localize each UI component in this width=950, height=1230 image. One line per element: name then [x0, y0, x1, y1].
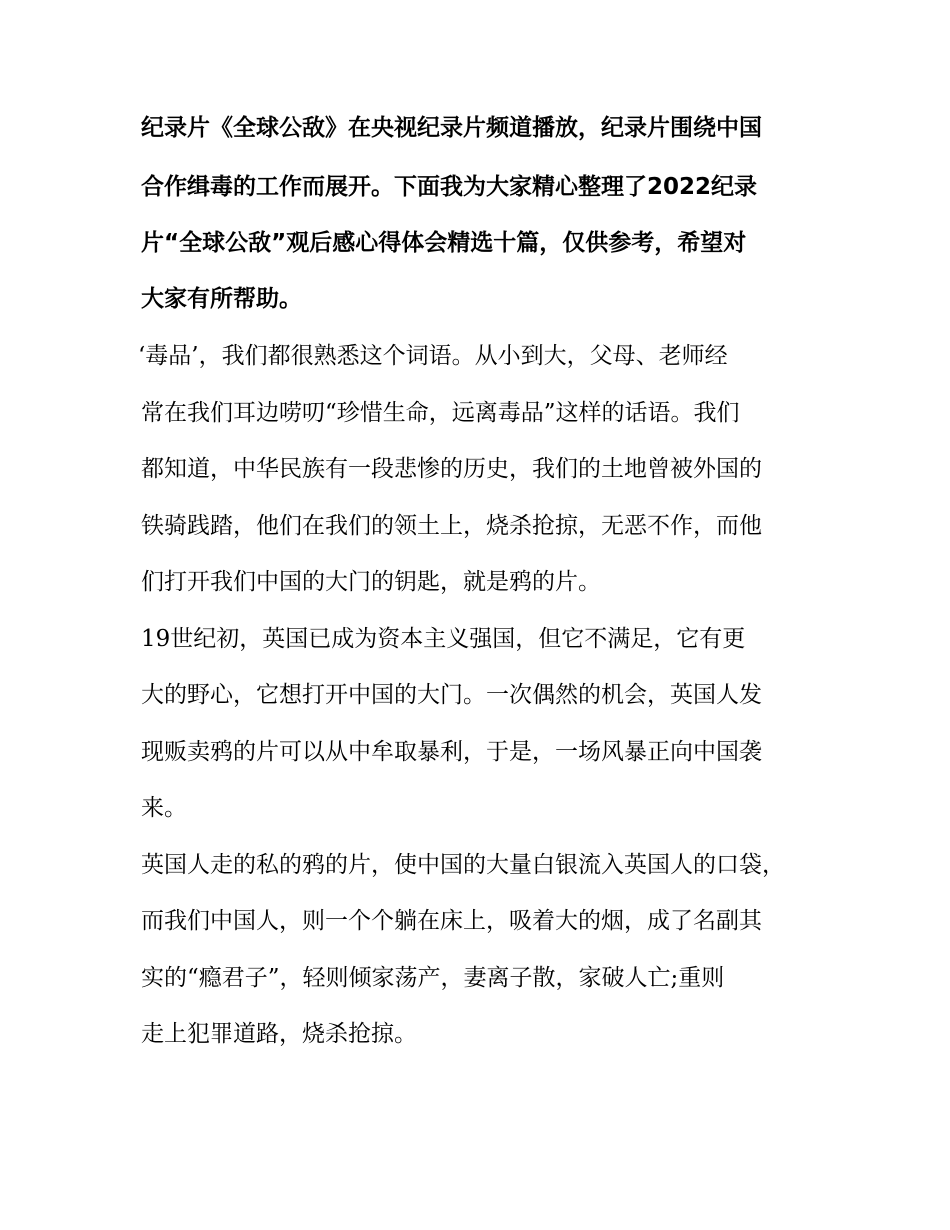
paragraph-line: 铁骑践踏，他们在我们的领土上，烧杀抢掠，无恶不作，而他	[141, 513, 762, 539]
intro-line: 纪录片《全球公敌》在央视纪录片频道播放，纪录片围绕中国	[141, 115, 762, 141]
intro-line: 大家有所帮助。	[141, 286, 302, 312]
paragraph-line: 而我们中国人，则一个个躺在床上，吸着大的烟，成了名副其	[141, 908, 762, 934]
paragraph-line: 19世纪初，英国已成为资本主义强国，但它不满足，它有更	[141, 626, 746, 652]
paragraph-line: 现贩卖鸦的片可以从中牟取暴利，于是，一场风暴正向中国袭	[141, 739, 762, 765]
paragraph-line: 来。	[141, 795, 187, 821]
paragraph-line: 们打开我们中国的大门的钥匙，就是鸦的片。	[141, 569, 601, 595]
paragraph-line: 常在我们耳边唠叨“珍惜生命，远离毒品”这样的话语。我们	[141, 400, 740, 426]
paragraph-line: 大的野心，它想打开中国的大门。一次偶然的机会，英国人发	[141, 682, 762, 708]
paragraph-line: 走上犯罪道路，烧杀抢掠。	[141, 1021, 417, 1047]
paragraph-line: 英国人走的私的鸦的片，使中国的大量白银流入英国人的口袋，	[141, 852, 785, 878]
paragraph-line: 都知道，中华民族有一段悲惨的历史，我们的土地曾被外国的	[141, 456, 762, 482]
paragraph-line: 实的“瘾君子”，轻则倾家荡产，妻离子散，家破人亡;重则	[141, 965, 725, 991]
paragraph-line: ‘毒品’，我们都很熟悉这个词语。从小到大，父母、老师经	[138, 343, 728, 369]
intro-line: 合作缉毒的工作而展开。下面我为大家精心整理了2022纪录	[141, 174, 758, 200]
intro-line: 片“全球公敌”观后感心得体会精选十篇，仅供参考，希望对	[141, 230, 747, 256]
